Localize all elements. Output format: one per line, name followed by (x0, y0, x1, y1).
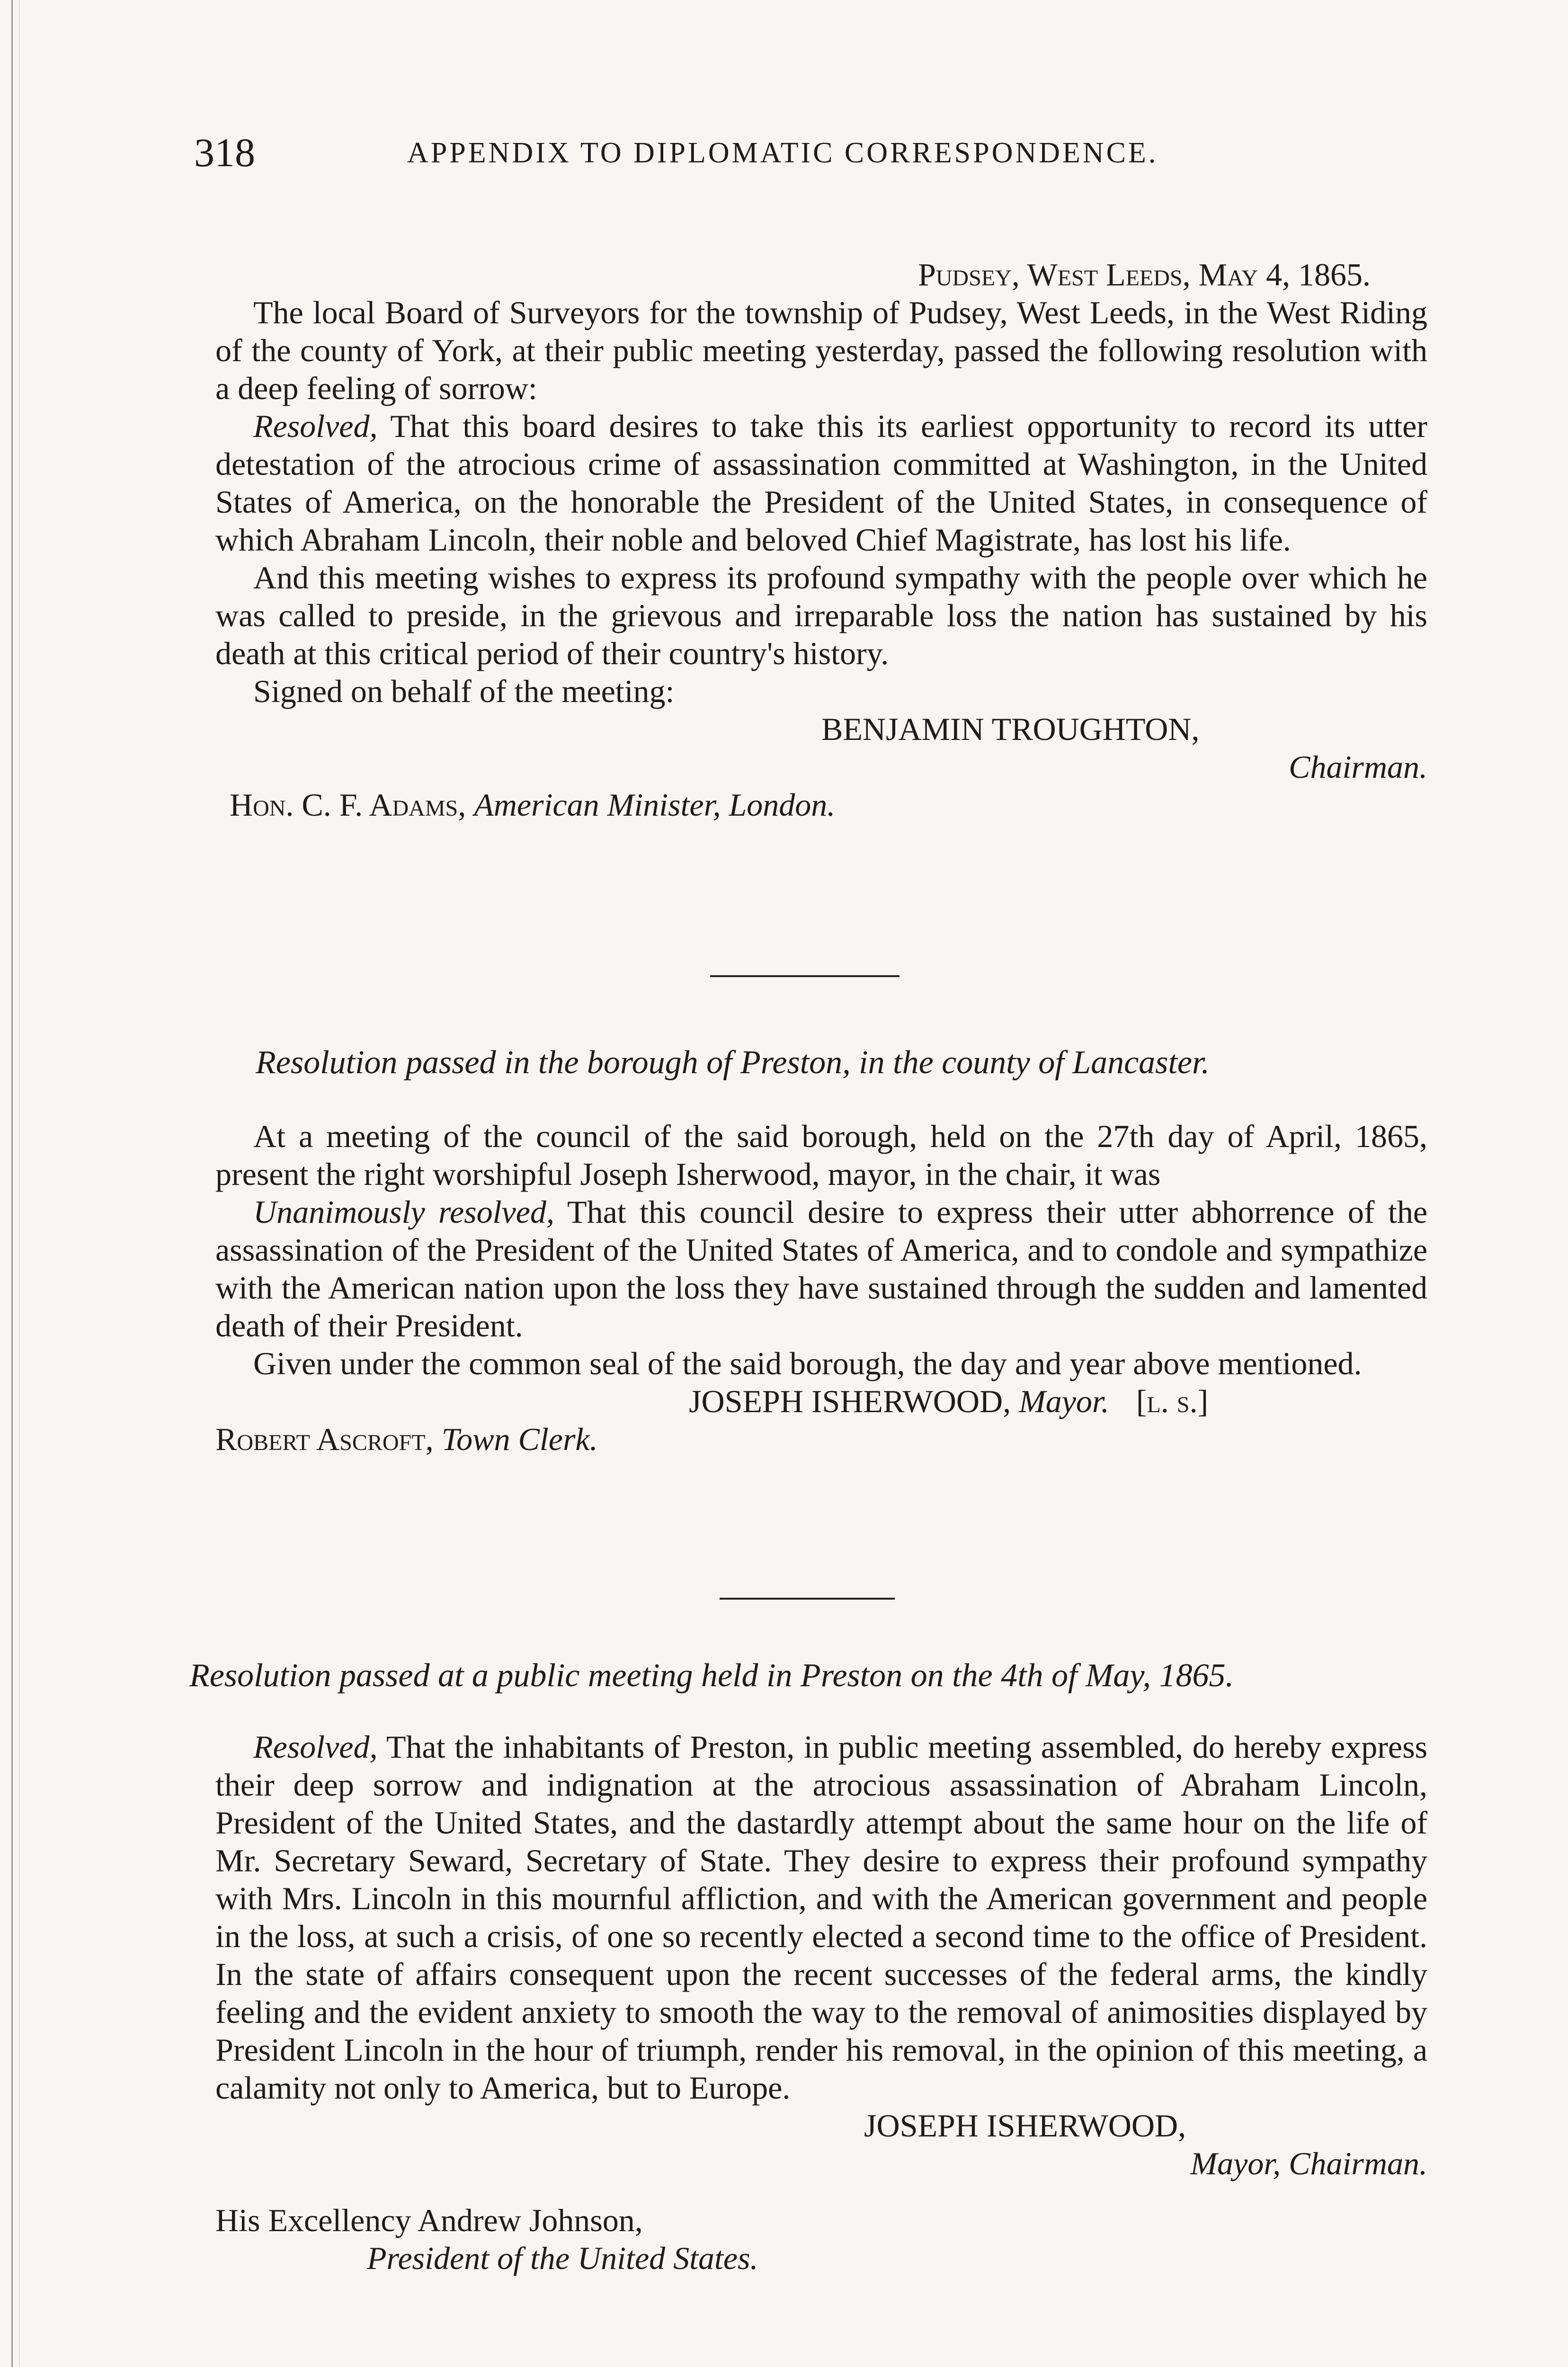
letter-preston-council (215, 1117, 1427, 1458)
resolved-text: That this council desire to express their utter abhorrence of the assassination of the President of the United States of America, and to condole and sympathize with the American nation upon the loss they have sustained through the sudden and lamented death of their President. (215, 1194, 1428, 1344)
page-edge (11, 0, 13, 2367)
section-divider (720, 1598, 895, 1600)
signer-title: Chairman. (1289, 749, 1427, 785)
addressee-line (215, 2201, 1427, 2239)
paragraph: The local Board of Surveyors for the township of Pudsey, West Leeds, in the West Riding of the county of York, at their public meeting yesterday, passed the following resolution with a deep feeling of sorrow: (215, 294, 1427, 406)
resolved-lead: Resolved, (253, 408, 378, 444)
paragraph: At a meeting of the council of the said borough, held on the 27th day of April, 1865, present the right worshipful Joseph Isherwood, mayor, in the chair, it was (215, 1118, 1427, 1192)
section-divider (710, 975, 900, 977)
paragraph: Given under the common seal of the said borough, the day and year above mentioned. (253, 1345, 1362, 1381)
addressee-name: Hon. C. F. Adams, (230, 787, 466, 823)
paragraph-resolved (215, 1193, 1427, 1344)
section-heading: Resolution passed at a public meeting held in Preston on the 4th of May, 1865. (189, 1657, 1234, 1694)
letter-preston-meeting (215, 1728, 1427, 2277)
signer-name: JOSEPH ISHERWOOD, (864, 2108, 1186, 2144)
paragraph: Signed on behalf of the meeting: (253, 673, 675, 709)
paragraph: And this meeting wishes to express its profound sympathy with the people over which he was called to preside, in the grievous and irreparable loss the nation has sustained by his death at this critical period of their country's history. (215, 560, 1427, 671)
signer-name: JOSEPH ISHERWOOD, (689, 1383, 1011, 1419)
clerk-title: Town Clerk. (441, 1421, 598, 1457)
dateline: Pudsey, West Leeds, May 4, 1865. (918, 257, 1371, 293)
section-heading: Resolution passed in the borough of Preston, in the county of Lancaster. (256, 1044, 1210, 1081)
letter-pudsey (215, 256, 1427, 824)
addressee-name: His Excellency Andrew Johnson, (215, 2202, 643, 2238)
clerk-line (215, 1420, 1427, 1458)
clerk-name: Robert Ascroft, (215, 1421, 434, 1457)
running-head: APPENDIX TO DIPLOMATIC CORRESPONDENCE. (407, 137, 1158, 169)
page-number: 318 (194, 130, 255, 175)
addressee-title: President of the United States. (367, 2240, 758, 2276)
signer-title: Mayor. (1019, 1383, 1109, 1419)
resolved-text: That the inhabitants of Preston, in public meeting assembled, do hereby express their deep sorrow and indignation at the atrocious assassination of Abraham Lincoln, President of the United States, and the dastardly attempt about the same hour on the life of Mr. Secretary Seward, Secretary of State. They desire to express their profound sympathy with Mrs. Lincoln in this mournful affliction, and with the American government and people in the loss, at such a crisis, of one so recently elected a second time to the office of President. In the state of affairs consequent upon the recent successes of the federal arms, the kindly feeling and the evident anxiety to smooth the way to the removal of animosities displayed by President Lincoln in the hour of triumph, render his removal, in the opinion of this meeting, a calamity not only to America, but to Europe. (215, 1729, 1427, 2106)
resolved-lead: Resolved, (253, 1729, 378, 1765)
resolved-lead: Unanimously resolved, (253, 1194, 554, 1230)
addressee (215, 786, 1427, 824)
signer-name: BENJAMIN TROUGHTON, (821, 711, 1200, 747)
page-header (194, 129, 1420, 186)
paragraph-resolved (215, 1728, 1427, 2107)
addressee-role: American Minister, London. (474, 787, 836, 823)
resolved-text: That this board desires to take this its earliest opportunity to record its utter detestation of the atrocious crime of assassination committed at Washington, in the United States of America, on the honorable the President of the United States, in consequence of which Abraham Lincoln, their noble and beloved Chief Magistrate, has lost his life. (215, 408, 1427, 558)
seal-mark: [l. s.] (1136, 1383, 1209, 1419)
signer-line (215, 1382, 1427, 1420)
paragraph-resolved (215, 407, 1427, 559)
signer-title: Mayor, Chairman. (1190, 2145, 1427, 2181)
